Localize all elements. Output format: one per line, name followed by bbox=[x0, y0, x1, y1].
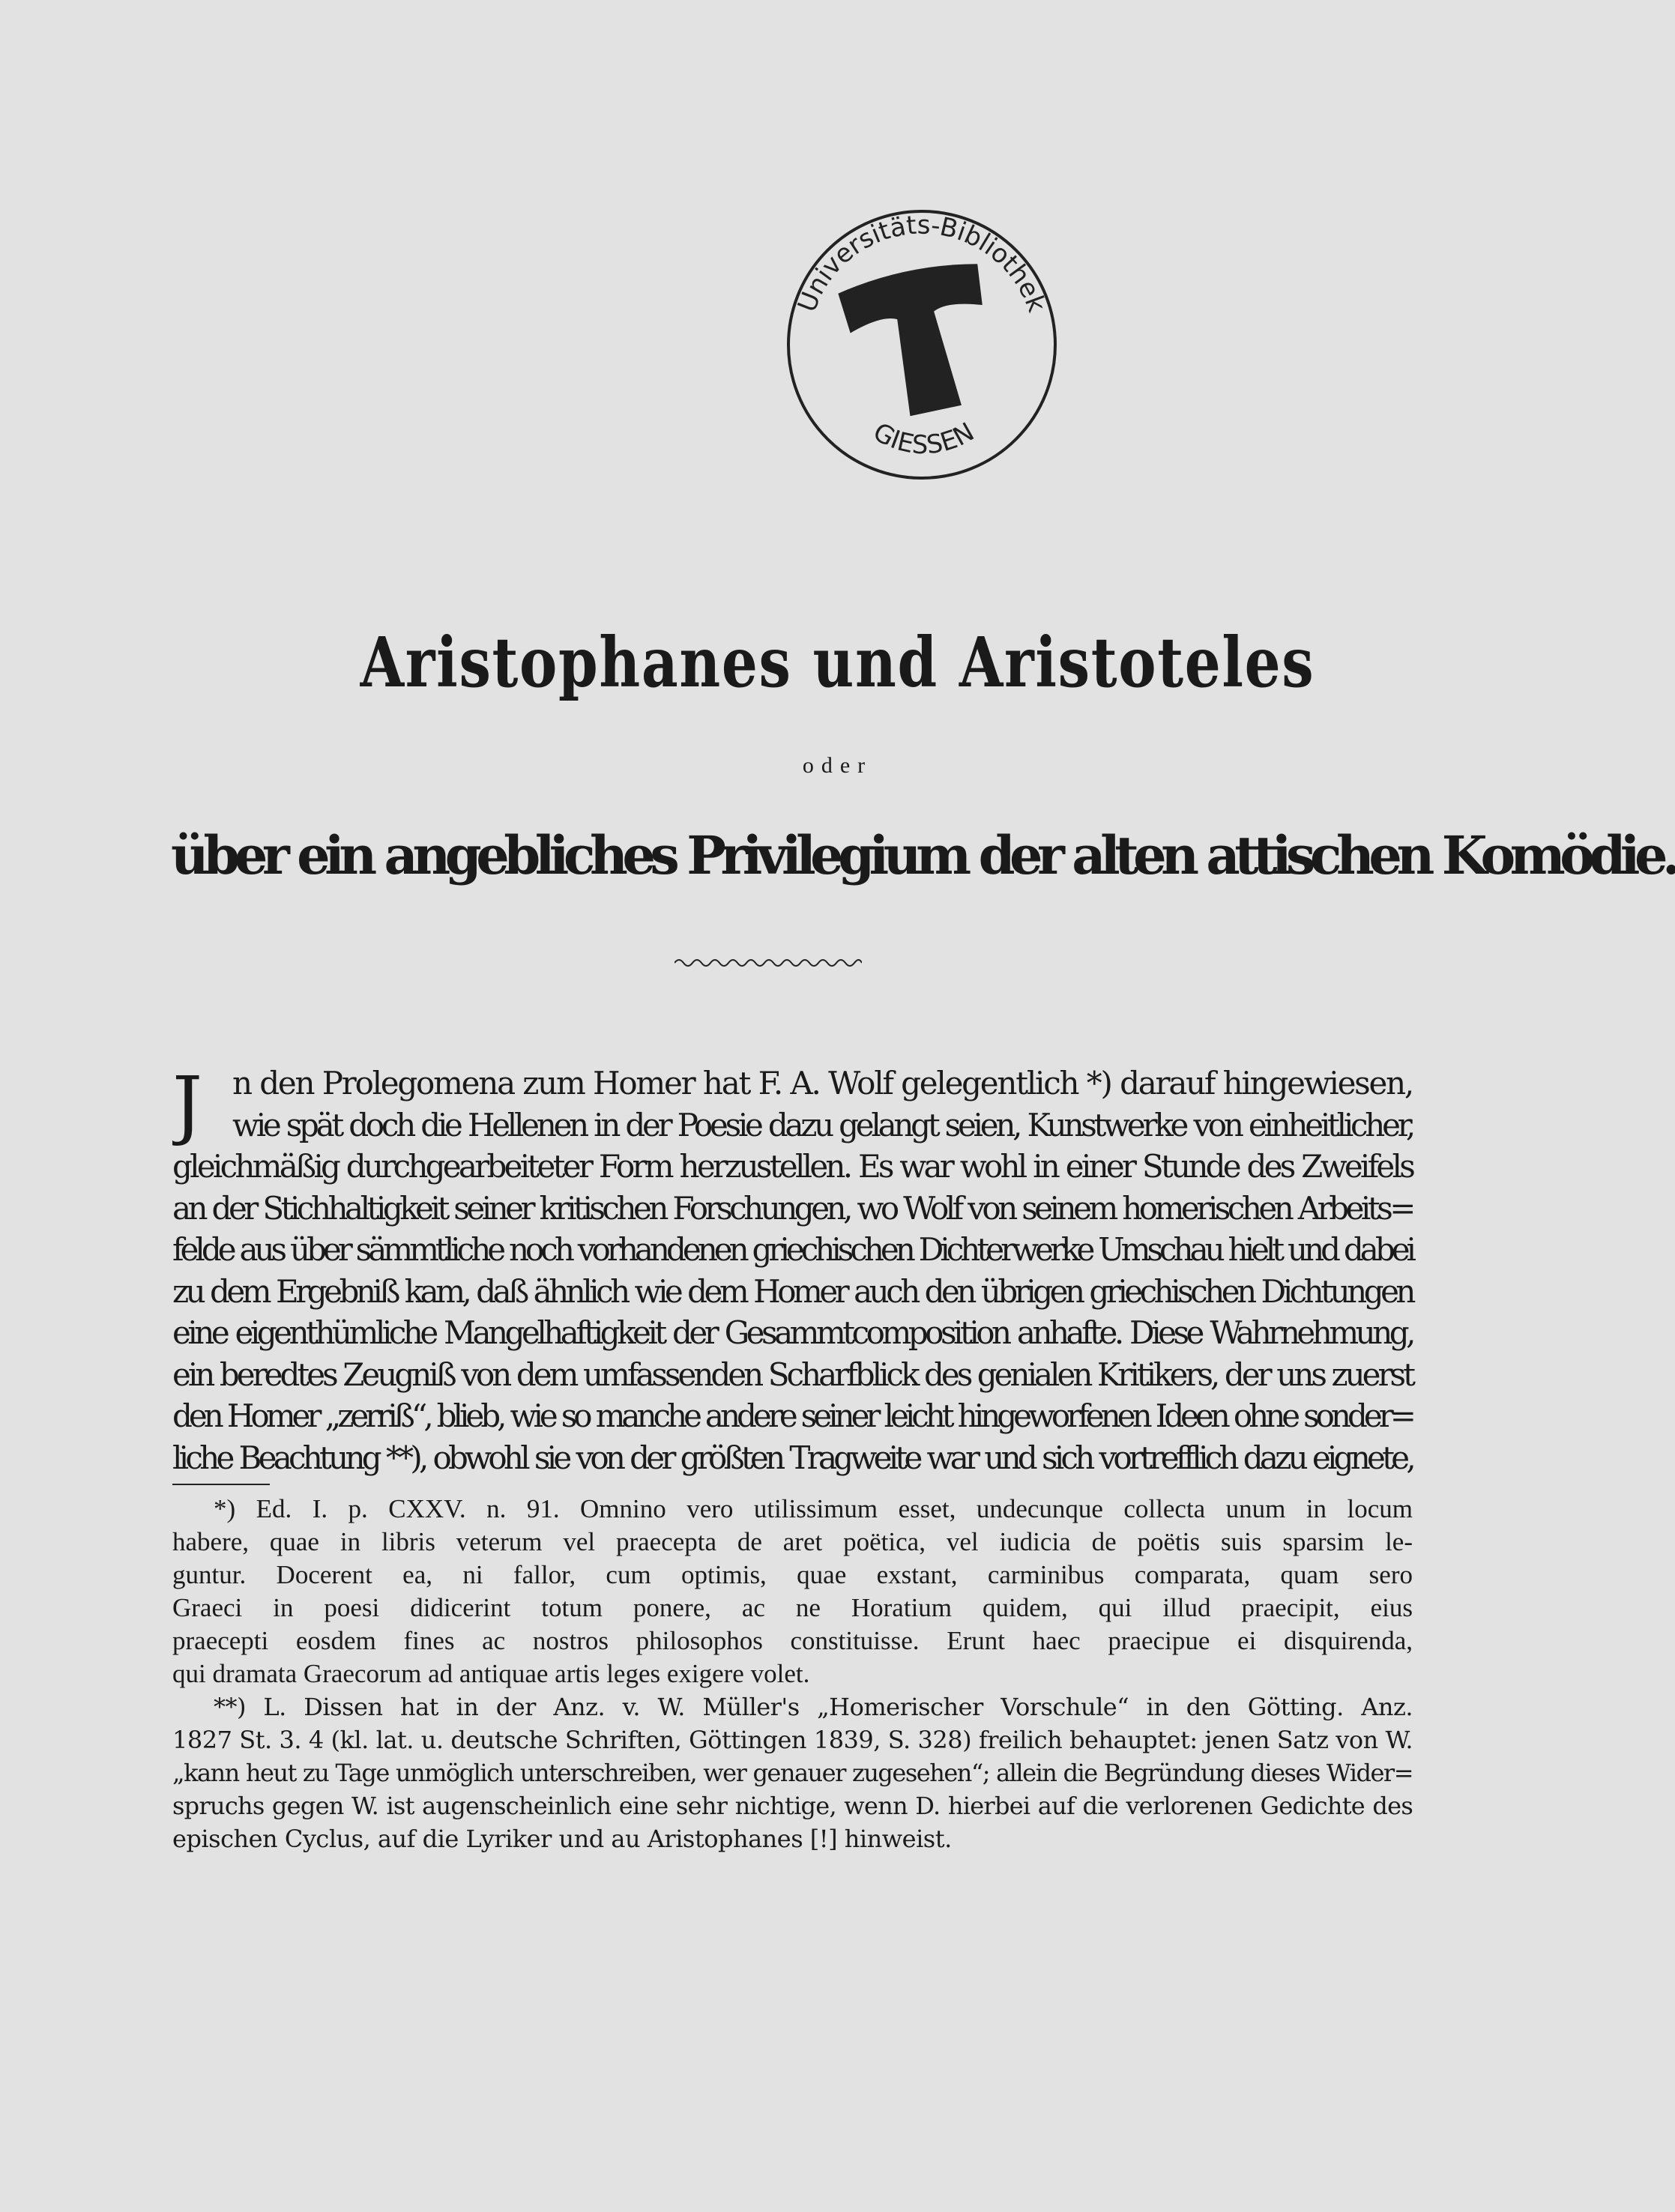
drop-cap: J bbox=[172, 1063, 203, 1146]
stamp-bottom-text: GIESSEN bbox=[868, 417, 980, 461]
body-line: zu dem Ergebniß kam, daß ähnlich wie dem Homer auch den übrigen griechischen Dichtungen bbox=[172, 1272, 1413, 1310]
footnote-line: 1827 St. 3. 4 (kl. lat. u. deutsche Schriften, Göttingen 1839, S. 328) freilich behauptet: jenen Satz von W. bbox=[172, 1726, 1413, 1754]
footnote-line: guntur. Docerent ea, ni fallor, cum optimis, quae exstant, carminibus comparata, quam sero bbox=[172, 1560, 1413, 1589]
library-stamp bbox=[779, 202, 1064, 487]
footnote-line: epischen Cyclus, auf die Lyriker und au Aristophanes [!] hinweist. bbox=[172, 1825, 952, 1853]
body-text bbox=[172, 1063, 1413, 1478]
footnote-line: **) L. Dissen hat in der Anz. v. W. Müller's „Homerischer Vorschule“ in den Götting. Anz. bbox=[214, 1693, 1413, 1721]
body-line: an der Stichhaltigkeit seiner kritischen Forschungen, wo Wolf von seinem homerischen Arbeits= bbox=[172, 1189, 1413, 1227]
body-line: felde aus über sämmtliche noch vorhandenen griechischen Dichterwerke Umschau hielt und dabei bbox=[172, 1231, 1413, 1268]
body-line: n den Prolegomena zum Homer hat F. A. Wolf gelegentlich *) darauf hingewiesen, bbox=[232, 1065, 1413, 1102]
body-line: eine eigenthümliche Mangelhaftigkeit der Gesammtcomposition anhafte. Diese Wahrnehmung, bbox=[172, 1314, 1413, 1351]
footnote-line: spruchs gegen W. ist augenscheinlich eine sehr nichtige, wenn D. hierbei auf die verlorenen Gedichte des bbox=[172, 1792, 1413, 1820]
svg-text:GIESSEN bbox=[868, 417, 979, 460]
footnotes bbox=[172, 1493, 1413, 1855]
stamp-top-text: Universitäts-Bibliothek bbox=[791, 210, 1052, 316]
page-subtitle: über ein angebliches Privilegium der alten attischen Komödie. bbox=[171, 824, 1675, 886]
footnote-rule bbox=[172, 1484, 270, 1485]
body-line: den Homer „zerriß“, blieb, wie so manche andere seiner leicht hingeworfenen Ideen ohne sonder= bbox=[172, 1397, 1413, 1434]
title-connector: oder bbox=[802, 753, 873, 778]
footnote-line: praecepti eosdem fines ac nostros philosophos constituisse. Erunt haec praecipue ei disquirenda, bbox=[172, 1626, 1413, 1655]
decorative-wave-divider bbox=[674, 955, 862, 970]
page-title: Aristophanes und Aristoteles bbox=[360, 622, 1315, 703]
body-line: gleichmäßig durchgearbeiteter Form herzustellen. Es war wohl in einer Stunde des Zweifels bbox=[172, 1148, 1413, 1185]
body-line: liche Beachtung **), obwohl sie von der größten Tragweite war und sich vortrefflich dazu eignete, bbox=[172, 1439, 1413, 1476]
footnote-line: Graeci in poesi didicerint totum ponere, ac ne Horatium quidem, qui illud praecipit, eius bbox=[172, 1593, 1413, 1622]
footnote-line: qui dramata Graecorum ad antiquae artis leges exigere volet. bbox=[172, 1659, 810, 1688]
tau-cross-icon bbox=[836, 256, 1005, 425]
footnote-line: *) Ed. I. p. CXXV. n. 91. Omnino vero utilissimum esset, undecunque collecta unum in locum bbox=[214, 1494, 1413, 1523]
footnote-line: „kann heut zu Tage unmöglich unterschreiben, wer genauer zugesehen“; allein die Begründung dieses Wider= bbox=[172, 1759, 1413, 1787]
footnote-line: habere, quae in libris veterum vel praecepta de aret poëtica, vel iudicia de poëtis suis sparsim le- bbox=[172, 1527, 1413, 1556]
body-line: wie spät doch die Hellenen in der Poesie dazu gelangt seien, Kunstwerke von einheitlicher, bbox=[232, 1106, 1413, 1143]
body-line: ein beredtes Zeugniß von dem umfassenden Scharfblick des genialen Kritikers, der uns zuerst bbox=[172, 1356, 1413, 1393]
